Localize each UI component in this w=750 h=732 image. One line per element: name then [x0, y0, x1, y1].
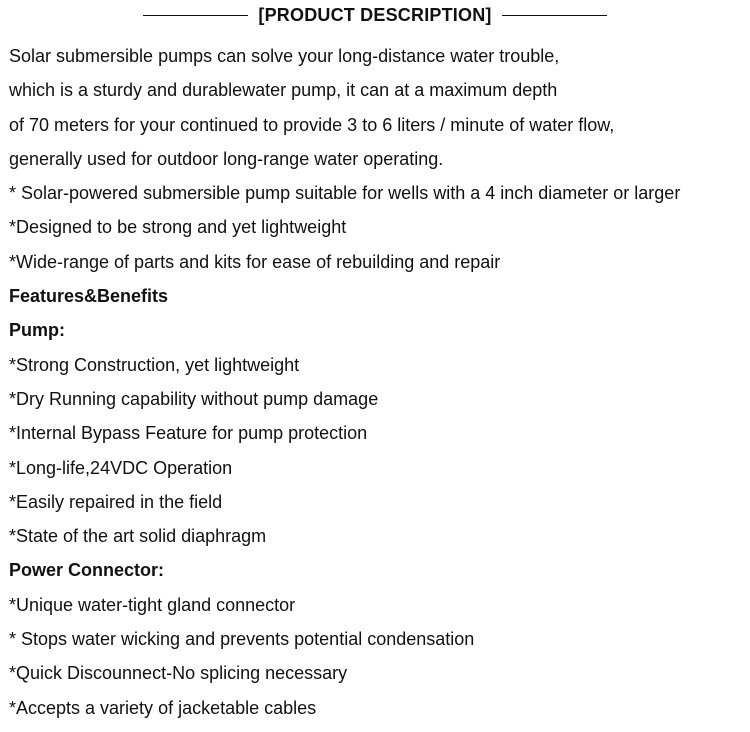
- features-heading: Features&Benefits: [9, 286, 169, 307]
- power-connector-item: *Unique water-tight gland connector: [9, 594, 296, 615]
- pump-heading: Pump:: [9, 320, 65, 341]
- description-bullet: *Designed to be strong and yet lightweight: [9, 217, 347, 238]
- section-header: [0, 4, 750, 26]
- header-rule-left: [143, 15, 248, 16]
- pump-feature-item: *Internal Bypass Feature for pump protection: [9, 423, 368, 444]
- pump-feature-item: *Easily repaired in the field: [9, 491, 223, 512]
- description-line: of 70 meters for your continued to provide 3 to 6 liters / minute of water flow,: [9, 114, 615, 135]
- power-connector-item: *Accepts a variety of jacketable cables: [9, 697, 317, 718]
- section-title: [PRODUCT DESCRIPTION]: [258, 4, 492, 25]
- power-connector-item: * Stops water wicking and prevents potential condensation: [9, 629, 475, 650]
- pump-feature-item: *Dry Running capability without pump damage: [9, 388, 379, 409]
- pump-feature-item: *Strong Construction, yet lightweight: [9, 354, 300, 375]
- description-line: generally used for outdoor long-range water operating.: [9, 148, 444, 169]
- power-connector-heading: Power Connector:: [9, 560, 165, 581]
- header-rule-right: [502, 15, 607, 16]
- pump-feature-item: *Long-life,24VDC Operation: [9, 457, 233, 478]
- description-bullet: *Wide-range of parts and kits for ease of rebuilding and repair: [9, 251, 501, 272]
- description-line: which is a sturdy and durablewater pump, it can at a maximum depth: [9, 80, 558, 101]
- description-line: Solar submersible pumps can solve your long-distance water trouble,: [9, 46, 560, 66]
- power-connector-item: *Quick Discounnect-No splicing necessary: [9, 663, 348, 684]
- product-description-body: [9, 39, 749, 725]
- description-bullet: * Solar-powered submersible pump suitable for wells with a 4 inch diameter or larger: [9, 183, 681, 204]
- pump-feature-item: *State of the art solid diaphragm: [9, 526, 267, 547]
